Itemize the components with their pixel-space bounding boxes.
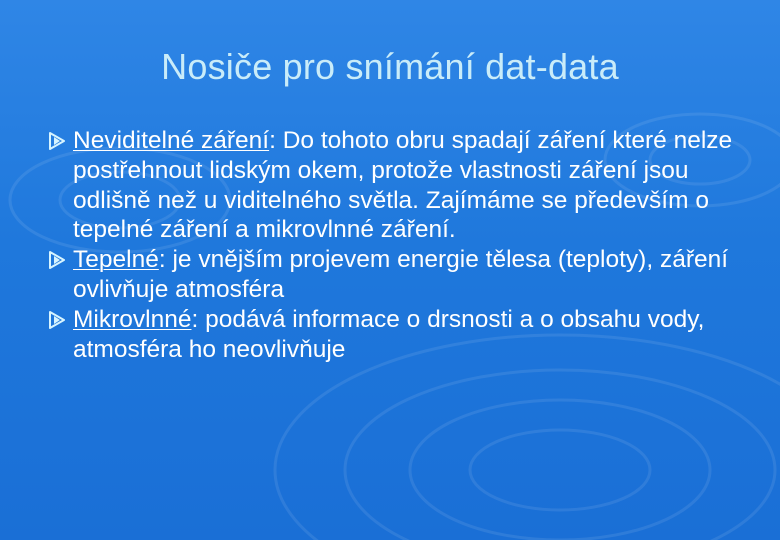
bullet-term: Tepelné	[73, 246, 159, 274]
bullet-text: : je vnějším projevem energie tělesa (teploty), záření ovlivňuje atmosféra	[73, 246, 729, 303]
bullet-item-microwave	[48, 305, 748, 365]
arrow-bullet-icon	[48, 251, 66, 269]
bullet-item-thermal	[48, 245, 748, 305]
arrow-bullet-icon	[48, 311, 66, 329]
bullet-term: Mikrovlnné	[73, 305, 192, 333]
bullet-item-invisible-radiation	[48, 126, 748, 245]
arrow-bullet-icon	[48, 132, 66, 150]
bullet-term: Neviditelné záření	[73, 127, 270, 154]
bullet-text: : Do tohoto obru spadají záření které nelze postřehnout lidským okem, protože vlastnosti záření jsou odlišně než u viditelného světla. Zajímáme se především o tepelné záření a mikrovlnné záření.	[73, 127, 733, 244]
bullet-list	[48, 126, 748, 364]
bullet-text: : podává informace o drsnosti a o obsahu vody, atmosféra ho neovlivňuje	[73, 305, 705, 363]
slide-title: Nosiče pro snímání dat-data	[161, 46, 619, 87]
